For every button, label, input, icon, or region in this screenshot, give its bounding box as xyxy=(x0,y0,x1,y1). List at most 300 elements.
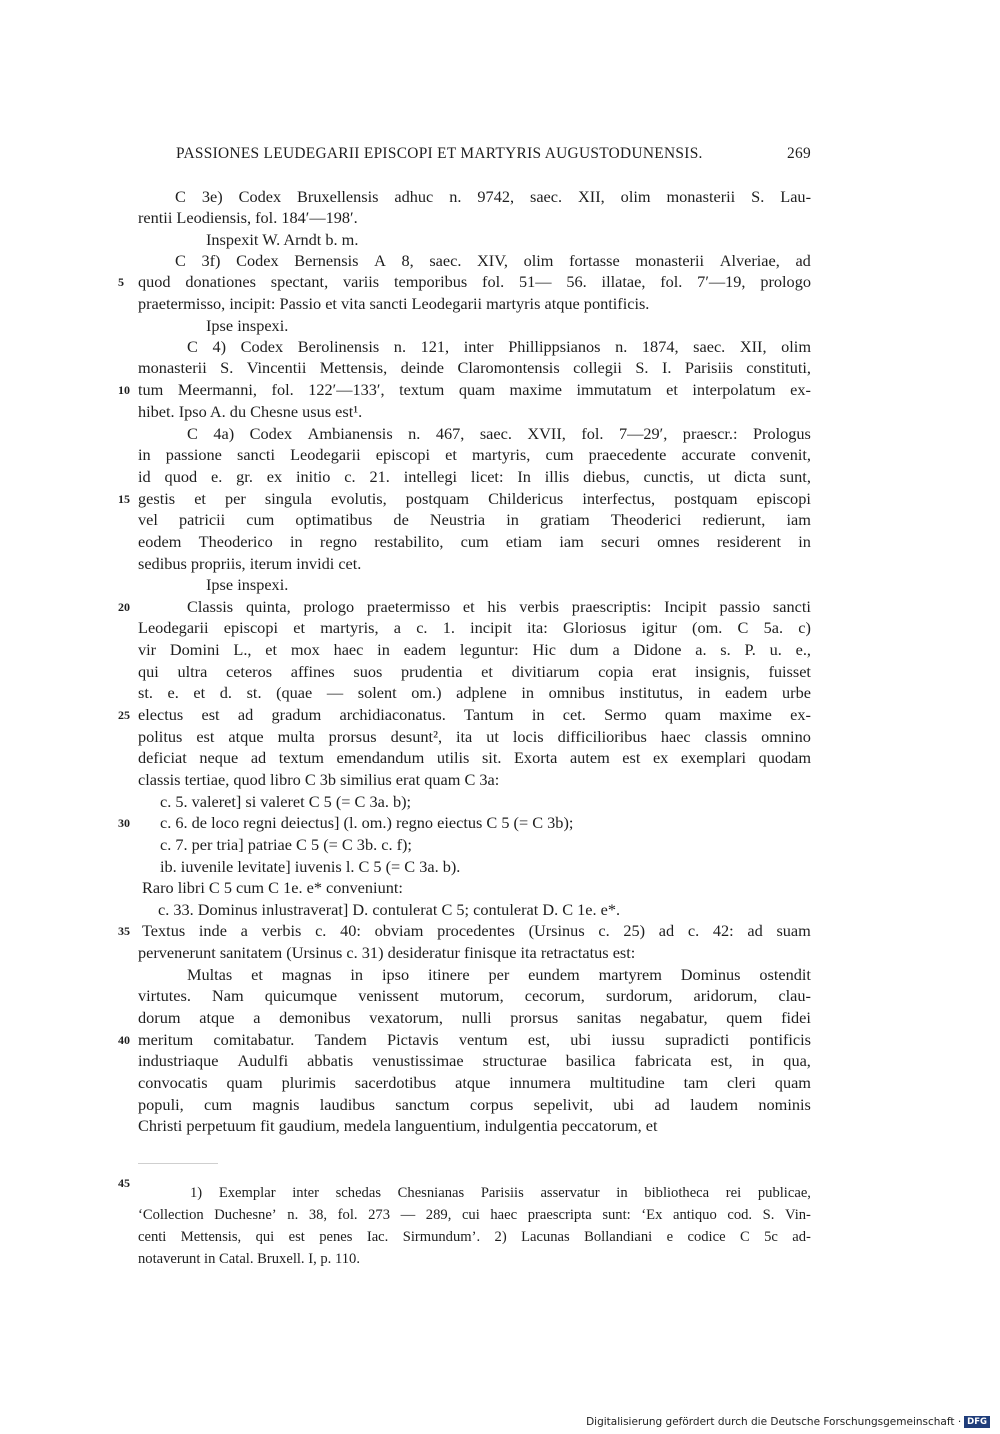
word: industriaque xyxy=(138,1051,219,1070)
word: immutatum xyxy=(576,380,652,399)
word: 467, xyxy=(435,424,465,443)
word: cecorum, xyxy=(524,986,585,1005)
word: sepelivit, xyxy=(533,1095,593,1114)
word: de xyxy=(393,510,409,529)
word: adhuc xyxy=(394,187,434,206)
word: archidiaconatus. xyxy=(339,705,446,724)
word: ostendit xyxy=(759,965,811,984)
word: prorsus xyxy=(328,727,377,746)
word: 4a) xyxy=(213,424,235,443)
word: Tandem xyxy=(314,1030,367,1049)
word: abbatis xyxy=(307,1051,354,1070)
word: inter xyxy=(292,1185,319,1201)
word: S. xyxy=(751,187,765,206)
word: affines xyxy=(290,662,335,681)
word: C xyxy=(737,618,749,637)
word: gr. xyxy=(236,467,253,486)
word: vel xyxy=(138,510,158,529)
text-line xyxy=(138,1051,811,1071)
word: incipit xyxy=(470,618,512,637)
word: et xyxy=(462,597,475,616)
word: dorum xyxy=(138,1008,181,1027)
word: mutorum, xyxy=(439,986,504,1005)
word: textum xyxy=(399,380,445,399)
word: ad xyxy=(795,251,811,270)
word: Leodegarii xyxy=(290,445,361,464)
word: Vincentii xyxy=(246,358,307,377)
word: id xyxy=(138,467,151,486)
word: n. xyxy=(449,187,462,206)
text-line xyxy=(138,272,811,292)
word: XIV, xyxy=(477,251,508,270)
text-line xyxy=(138,1073,811,1093)
word: interfectus, xyxy=(582,489,656,508)
word: haec xyxy=(490,1207,518,1223)
word: supradicti xyxy=(665,1030,730,1049)
word: quodam xyxy=(758,748,811,767)
word: 3f) xyxy=(201,251,221,270)
word: iam xyxy=(786,510,811,529)
word: Mettensis, xyxy=(319,358,388,377)
word: Codex xyxy=(249,424,293,443)
word: qua, xyxy=(783,1051,811,1070)
word: u. xyxy=(769,640,782,659)
word: sunt: xyxy=(602,1207,631,1223)
text-line: Raro libri C 5 cum C 1e. e* conveniunt: xyxy=(142,878,403,897)
word: saec. xyxy=(530,187,563,206)
word: vexatorum, xyxy=(369,1008,443,1027)
word: ex- xyxy=(790,705,811,724)
word: aridorum, xyxy=(693,986,758,1005)
word: autem xyxy=(569,748,610,767)
word: illatae, xyxy=(601,272,646,291)
word: dicta xyxy=(734,467,766,486)
word: diebus, xyxy=(583,467,630,486)
word: variis xyxy=(342,272,380,291)
word: basilica xyxy=(565,1051,616,1070)
word: et xyxy=(666,380,678,399)
word: Vin- xyxy=(785,1207,811,1223)
word: his xyxy=(487,597,507,616)
word: Exemplar xyxy=(218,1185,276,1201)
word: Textus xyxy=(142,921,186,940)
word: 7′—19, xyxy=(697,272,746,291)
word: divitiarum xyxy=(511,662,580,681)
word: A xyxy=(374,251,386,270)
text-line xyxy=(138,705,811,725)
word: haec xyxy=(333,640,364,659)
word: 1874, xyxy=(641,337,679,356)
text-line xyxy=(142,921,811,941)
word: et xyxy=(194,489,206,508)
word: c. xyxy=(315,921,327,940)
word: collegii xyxy=(573,358,622,377)
word: utilis xyxy=(436,748,470,767)
word: quicumque xyxy=(264,986,338,1005)
word: saec. xyxy=(693,337,726,356)
text-line: hibet. Ipso A. du Chesne usus est¹. xyxy=(138,402,363,421)
word: Nam xyxy=(212,986,244,1005)
word: — xyxy=(400,1207,416,1223)
text-line: Ipse inspexi. xyxy=(206,316,289,335)
word: classis xyxy=(704,727,748,746)
word: 289, xyxy=(425,1207,452,1223)
word: ubi xyxy=(570,1030,592,1049)
word: Sermo xyxy=(604,705,647,724)
word: quam xyxy=(226,1073,263,1092)
word: 8, xyxy=(401,251,414,270)
word: erat xyxy=(651,662,677,681)
text-line xyxy=(138,1030,811,1050)
word: multitudine xyxy=(589,1073,665,1092)
word: 2) xyxy=(494,1229,507,1245)
word: ceteros xyxy=(225,662,273,681)
text-line: sedibus propriis, iterum invidi cet. xyxy=(138,554,362,573)
word: Codex xyxy=(238,187,282,206)
word: fol. xyxy=(581,424,604,443)
word: olim xyxy=(620,187,651,206)
word: eadem xyxy=(403,640,447,659)
word: a xyxy=(240,921,248,940)
word: nominis xyxy=(758,1095,811,1114)
word: et xyxy=(481,662,493,681)
word: Exorta xyxy=(513,748,558,767)
word: 3e) xyxy=(201,187,223,206)
word: antiquo xyxy=(672,1207,717,1223)
word: fol. xyxy=(482,272,505,291)
word: emendandum xyxy=(336,748,425,767)
word: convocatis xyxy=(138,1073,208,1092)
word: praecedente xyxy=(588,445,667,464)
page-number: 269 xyxy=(787,145,811,162)
word: ad xyxy=(237,705,254,724)
word: e. xyxy=(210,467,223,486)
word: quam xyxy=(774,1073,811,1092)
text-line xyxy=(187,597,811,617)
word: gratiam xyxy=(540,510,590,529)
word: inter xyxy=(463,337,494,356)
word: eodem xyxy=(138,532,182,551)
word: spectant, xyxy=(270,272,329,291)
text-line xyxy=(138,489,811,509)
word: C xyxy=(739,1229,750,1245)
word: Sirmundum’. xyxy=(402,1229,481,1245)
word: postquam xyxy=(674,489,738,508)
word: ventum xyxy=(458,1030,508,1049)
text-line xyxy=(138,662,811,682)
word: schedas xyxy=(335,1185,382,1201)
word: sanctum xyxy=(395,1095,450,1114)
word: et xyxy=(251,965,263,984)
word: olim xyxy=(781,337,811,356)
word: Bollandiani xyxy=(584,1229,653,1245)
word: intellegi xyxy=(403,467,458,486)
word: atque xyxy=(228,727,264,746)
word: igitur xyxy=(641,618,677,637)
word: ex xyxy=(266,467,283,486)
word: st. xyxy=(138,683,153,702)
word: venustissimae xyxy=(372,1051,464,1070)
text-line xyxy=(138,1008,811,1028)
word: per xyxy=(225,489,246,508)
word: 121, xyxy=(420,337,450,356)
word: Gloriosus xyxy=(562,618,627,637)
word: qui xyxy=(138,662,159,681)
word: tam xyxy=(683,1073,709,1092)
word: penes xyxy=(319,1229,353,1245)
word: rei xyxy=(725,1185,742,1201)
word: 5a. xyxy=(763,618,784,637)
footer-text: Digitalisierung gefördert durch die Deutsche Forschungsgemeinschaft · xyxy=(586,1416,962,1428)
word: Multas xyxy=(187,965,233,984)
word: Pictavis xyxy=(387,1030,439,1049)
word: C xyxy=(175,187,186,206)
word: in xyxy=(506,510,519,529)
word: a xyxy=(612,640,620,659)
word: cum xyxy=(545,445,574,464)
word: neque xyxy=(199,748,239,767)
word: n. xyxy=(408,424,421,443)
word: desunt², xyxy=(390,727,443,746)
word: fidei xyxy=(781,1008,811,1027)
word: episcopi xyxy=(756,489,811,508)
word: obviam xyxy=(374,921,424,940)
word: Classis xyxy=(187,597,234,616)
word: securi xyxy=(600,532,640,551)
word: ubi xyxy=(613,1095,635,1114)
word: Chesnianas xyxy=(397,1185,465,1201)
word: virtutes. xyxy=(138,986,191,1005)
word: e. xyxy=(167,683,179,702)
word: c. xyxy=(598,921,610,940)
word: in xyxy=(138,445,151,464)
word: praescripta xyxy=(527,1207,592,1223)
word: est, xyxy=(710,1051,733,1070)
word: praescriptis: xyxy=(571,597,652,616)
word: populi, xyxy=(138,1095,184,1114)
word: ita xyxy=(456,727,473,746)
word: publicae, xyxy=(757,1185,811,1201)
word: maxime xyxy=(509,380,562,399)
word: fortasse xyxy=(569,251,620,270)
word: in xyxy=(798,532,811,551)
word: cum xyxy=(246,510,275,529)
line-number: 5 xyxy=(118,275,124,289)
word: est xyxy=(622,748,641,767)
word: gradum xyxy=(271,705,322,724)
line-number: 35 xyxy=(118,924,130,938)
text-line xyxy=(138,618,811,638)
text-line: c. 5. valeret] si valeret C 5 (= C 3a. b); xyxy=(160,792,412,811)
word: prudentia xyxy=(401,662,463,681)
text-line xyxy=(138,727,811,747)
word: S. xyxy=(220,358,234,377)
word: Theoderico xyxy=(198,532,273,551)
word: d. xyxy=(219,683,232,702)
word: Berolinensis xyxy=(297,337,380,356)
word: in xyxy=(616,1185,628,1201)
word: Dominus xyxy=(680,965,741,984)
word: ad xyxy=(654,1095,670,1114)
word: magnis xyxy=(252,1095,300,1114)
word: codice xyxy=(687,1229,726,1245)
word: C xyxy=(187,424,198,443)
word: omnino xyxy=(761,727,811,746)
word: I. xyxy=(661,358,672,377)
word: quam xyxy=(458,380,495,399)
word: copia xyxy=(598,662,634,681)
word: institutus, xyxy=(619,683,684,702)
word: 1. xyxy=(442,618,455,637)
word: Incipit xyxy=(664,597,707,616)
line-number: 30 xyxy=(118,816,130,830)
word: est xyxy=(288,1229,305,1245)
word: Neustria xyxy=(429,510,486,529)
text-line xyxy=(138,445,811,465)
text-line: Ipse inspexi. xyxy=(206,575,289,594)
word: pontificis xyxy=(749,1030,811,1049)
word: Lau- xyxy=(780,187,811,206)
text-line xyxy=(138,358,811,378)
word: cui xyxy=(461,1207,480,1223)
text-line: praetermisso, incipit: Passio et vita sancti Leodegarii martyris atque pontificis. xyxy=(138,294,650,313)
word: patricii xyxy=(179,510,226,529)
word: magnas xyxy=(281,965,332,984)
word: cod. xyxy=(727,1207,753,1223)
word: XII, xyxy=(578,187,605,206)
word: textum xyxy=(278,748,324,767)
word: ad xyxy=(250,748,267,767)
footnote-line xyxy=(138,1227,811,1247)
text-line: ib. iuvenile levitate] iuvenis l. C 5 (= C 3a. b). xyxy=(160,857,461,876)
text-line: Inspexit W. Arndt b. m. xyxy=(206,230,359,249)
word: fabricata xyxy=(634,1051,692,1070)
word: 9742, xyxy=(477,187,515,206)
word: est xyxy=(201,705,220,724)
text-line xyxy=(138,510,811,530)
word: passio xyxy=(719,597,761,616)
word: Tantum xyxy=(464,705,514,724)
word: ut xyxy=(707,467,721,486)
word: Codex xyxy=(236,251,279,270)
word: iussu xyxy=(611,1030,645,1049)
word: atque xyxy=(199,1008,235,1027)
word: est xyxy=(196,727,215,746)
word: sancti xyxy=(772,597,811,616)
word: martyris, xyxy=(472,445,531,464)
word: S. xyxy=(635,358,649,377)
text-line xyxy=(138,380,811,400)
word: regno xyxy=(319,532,357,551)
word: deinde xyxy=(400,358,445,377)
word: olim xyxy=(523,251,554,270)
footnote-line: notaverunt in Catal. Bruxell. I, p. 110. xyxy=(138,1251,360,1267)
word: C xyxy=(187,337,198,356)
word: politus xyxy=(138,727,183,746)
word: insignis, xyxy=(695,662,750,681)
word: est, xyxy=(527,1030,551,1049)
line-number: 45 xyxy=(118,1176,130,1190)
word: centi xyxy=(138,1229,167,1245)
text-line xyxy=(138,532,811,552)
word: fol. xyxy=(271,380,294,399)
word: per xyxy=(488,965,510,984)
word: 21. xyxy=(369,467,390,486)
word: accurate xyxy=(681,445,736,464)
word: asservatur xyxy=(540,1185,600,1201)
word: e., xyxy=(795,640,811,659)
word: c. xyxy=(416,618,428,637)
footnote-line xyxy=(138,1205,811,1225)
word: leguntur: xyxy=(459,640,519,659)
word: Domini xyxy=(169,640,220,659)
word: Audulfi xyxy=(237,1051,289,1070)
word: evolutis, xyxy=(331,489,387,508)
word: fuisset xyxy=(768,662,811,681)
word: restabilito, xyxy=(374,532,444,551)
word: convenit, xyxy=(750,445,811,464)
word: st. xyxy=(246,683,262,702)
text-line xyxy=(138,748,811,768)
word: Lacunas xyxy=(521,1229,570,1245)
word: innumera xyxy=(509,1073,571,1092)
word: C xyxy=(175,251,186,270)
word: ad- xyxy=(792,1229,811,1245)
word: demonibus xyxy=(279,1008,351,1027)
word: itinere xyxy=(428,965,470,984)
word: prologo xyxy=(760,272,811,291)
word: 5c xyxy=(764,1229,778,1245)
word: postquam xyxy=(405,489,470,508)
word: multa xyxy=(277,727,315,746)
page-footer xyxy=(586,1416,990,1428)
word: temporibus xyxy=(393,272,468,291)
word: Childericus xyxy=(488,489,564,508)
word: 56. xyxy=(566,272,587,291)
word: passione xyxy=(165,445,222,464)
word: L., xyxy=(233,640,252,659)
word: iam xyxy=(559,532,584,551)
word: quem xyxy=(726,1008,763,1027)
word: n. xyxy=(393,337,407,356)
text-line xyxy=(138,683,811,703)
text-line xyxy=(138,1095,811,1115)
word: in xyxy=(350,965,364,984)
word: cet. xyxy=(562,705,586,724)
word: XVII, xyxy=(527,424,566,443)
word: 1) xyxy=(190,1185,203,1201)
word: martyris, xyxy=(320,618,379,637)
word: a xyxy=(393,618,401,637)
word: In xyxy=(517,467,531,486)
word: cunctis, xyxy=(643,467,694,486)
text-line xyxy=(175,187,811,207)
running-header xyxy=(176,145,811,163)
text-line: c. 6. de loco regni deiectus] (l. om.) regno eiectus C 5 (= C 3b); xyxy=(160,813,574,832)
word: structurae xyxy=(482,1051,547,1070)
word: Hic xyxy=(532,640,556,659)
word: mox xyxy=(290,640,320,659)
word: ‘Ex xyxy=(641,1207,663,1223)
word: procedentes xyxy=(437,921,515,940)
text-line: c. 7. per tria] patriae C 5 (= C 3b. c. f); xyxy=(160,835,412,854)
word: omnes xyxy=(657,532,700,551)
word: monasterii xyxy=(666,187,736,206)
word: Parisiis xyxy=(684,358,733,377)
word: e xyxy=(666,1229,674,1245)
word: S. xyxy=(762,1207,775,1223)
word: maxime xyxy=(719,705,772,724)
